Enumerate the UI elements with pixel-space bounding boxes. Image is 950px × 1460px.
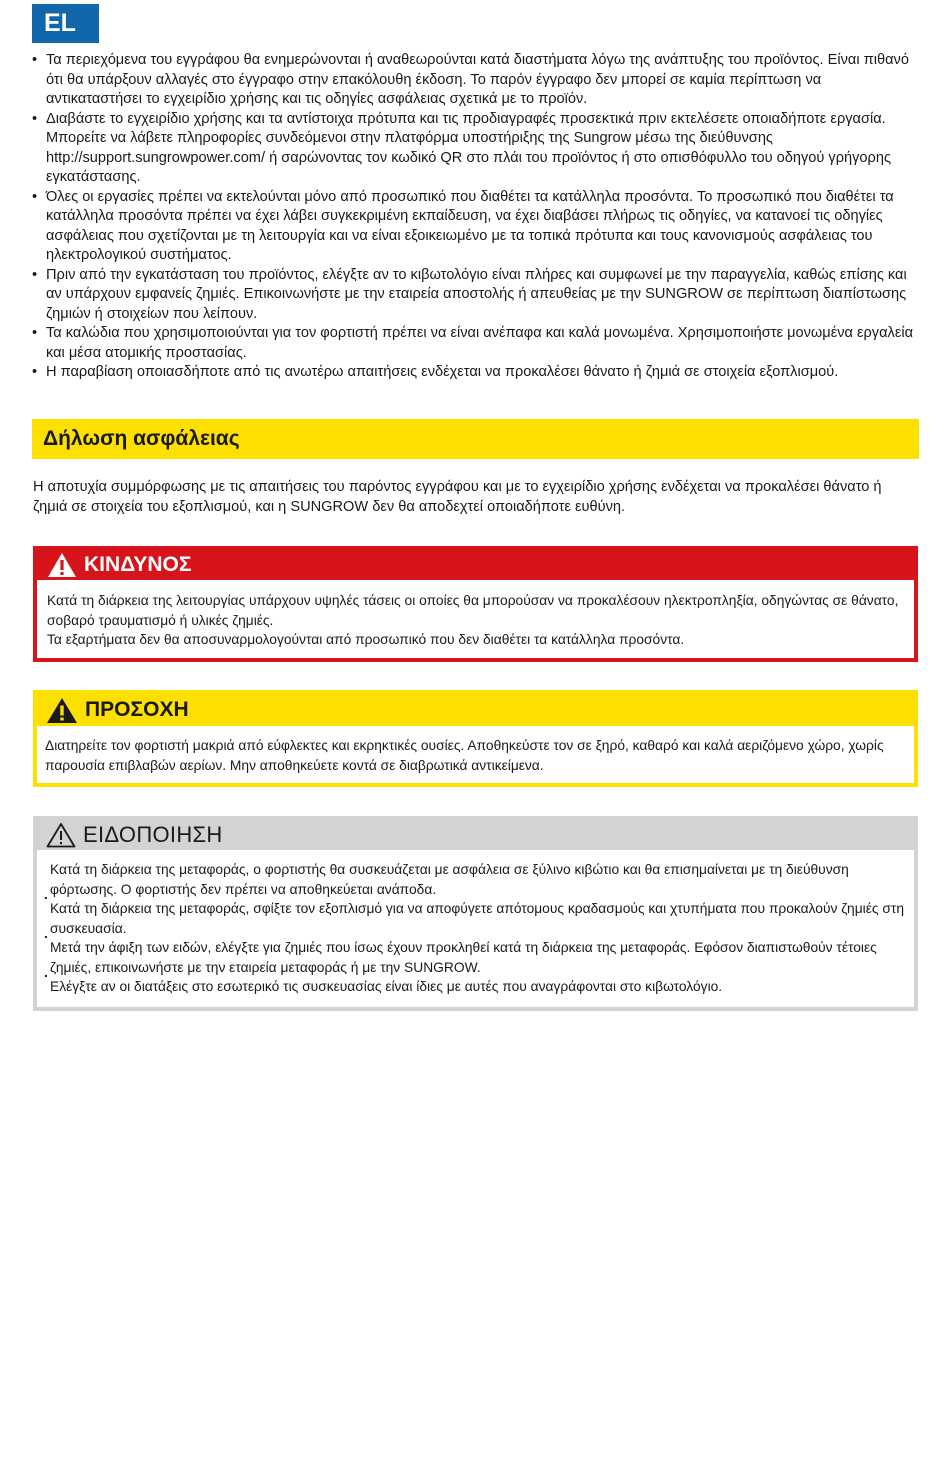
notice-header: [37, 820, 914, 850]
notice-text-line: . Μετά την άφιξη των ειδών, ελέγξτε για ζημιές που ίσως έχουν προκληθεί κατά τη διάρκεια της μεταφοράς. Εφόσον διαπιστωθούν τέτοιες ζημιές, επικοινωνήστε με την εταιρεία μεταφοράς ή με την SUNGROW.: [50, 938, 906, 977]
intro-bullet-list: [32, 51, 917, 383]
warning-triangle-icon: [46, 697, 78, 724]
notice-text-line: . Κατά τη διάρκεια της μεταφοράς, σφίξτε τον εξοπλισμό για να αποφύγετε απότομους κραδασμούς και χτυπήματα που προκαλούν ζημιές στη συσκευασία.: [50, 899, 906, 938]
danger-body: [37, 580, 914, 658]
danger-text-line: Κατά τη διάρκεια της λειτουργίας υπάρχουν υψηλές τάσεις οι οποίες θα μπορούσαν να προκαλέσουν ηλεκτροπληξία, οδηγώντας σε θάνατο, σοβαρό τραυματισμό ή υλικές ζημιές.: [47, 593, 899, 628]
caution-title: ΠΡΟΣΟΧΗ: [85, 698, 189, 721]
safety-statement-text: Η αποτυχία συμμόρφωσης με τις απαιτήσεις του παρόντος εγγράφου και με το εγχειρίδιο χρήσης ενδέχεται να προκαλέσει θάνατο ή ζημιά σε στοιχεία του εξοπλισμού, και η SUNGROW δεν θα αποδεχτεί οποιαδήποτε ευθύνη.: [33, 479, 882, 515]
language-badge: EL: [32, 4, 99, 43]
danger-title: ΚΙΝΔΥΝΟΣ: [84, 553, 192, 576]
notice-box: [33, 816, 918, 1011]
bullet-item: • Διαβάστε το εγχειρίδιο χρήσης και τα αντίστοιχα πρότυπα και τις προδιαγραφές προσεκτικά πριν εκτελέσετε οποιαδήποτε εργασία. Μπορείτε να λάβετε πληροφορίες συνδεόμενοι στην πλατφόρμα υποστήριξης της Sungrow μέσω της διεύθυνσης http://support.sungrowpower.com/ ή σαρώνοντας τον κωδικό QR στο πλάι του προϊόντος ή στο οπισθόφυλλο του οδηγού γρήγορης εγκατάστασης.: [32, 110, 917, 188]
danger-header: [37, 550, 914, 580]
bullet-item: • Η παραβίαση οποιασδήποτε από τις ανωτέρω απαιτήσεις ενδέχεται να προκαλέσει θάνατο ή ζημιά σε στοιχεία εξοπλισμού.: [32, 363, 917, 383]
notice-text-line: . Κατά τη διάρκεια της μεταφοράς, ο φορτιστής θα συσκευάζεται με ασφάλεια σε ξύλινο κιβώτιο και θα επισημαίνεται με τη διεύθυνση φόρτωσης. Ο φορτιστής δεν πρέπει να αποθηκεύεται ανάποδα.: [50, 860, 906, 899]
bullet-item: • Τα καλώδια που χρησιμοποιούνται για τον φορτιστή πρέπει να είναι ανέπαφα και καλά μονωμένα. Χρησιμοποιήστε μονωμένα εργαλεία και μέσα ατομικής προστασίας.: [32, 324, 917, 363]
warning-outline-icon: [46, 822, 76, 848]
bullet-item: • Όλες οι εργασίες πρέπει να εκτελούνται μόνο από προσωπικό που διαθέτει τα κατάλληλα προσόντα. Το προσωπικό που διαθέτει τα κατάλληλα προσόντα πρέπει να έχει λάβει συγκεκριμένη εκπαίδευση, να έχει διαβάσει πλήρως τις οδηγίες, να κατανοεί τις οδηγίες ασφάλειας που σχετίζονται με τη λειτουργία και να είναι εξοικειωμένο με τα τοπικά πρότυπα και τους κανονισμούς ασφάλειας του ηλεκτρολογικού συστήματος.: [32, 188, 917, 266]
danger-box: [33, 546, 918, 662]
notice-text-line: Ελέγξτε αν οι διατάξεις στο εσωτερικό τις συσκευασίας είναι ίδιες με αυτές που αναγράφονται στο κιβωτολόγιο.: [50, 979, 723, 994]
notice-title: ΕΙΔΟΠΟΙΗΣΗ: [83, 822, 223, 847]
warning-triangle-icon: [47, 552, 77, 578]
danger-text-line: Τα εξαρτήματα δεν θα αποσυναρμολογούνται από προσωπικό που δεν διαθέτει τα κατάλληλα προσόντα.: [47, 632, 685, 647]
caution-box: [33, 690, 918, 787]
caution-body: Διατηρείτε τον φορτιστή μακριά από εύφλεκτες και εκρηκτικές ουσίες. Αποθηκεύστε τον σε ξηρό, καθαρό και καλά αεριζόμενο χώρο, χωρίς παρουσία επιβλαβών αερίων. Μην αποθηκεύετε κοντά σε διαβρωτικά αντικείμενα.: [37, 726, 914, 783]
caution-header: [37, 694, 914, 726]
safety-section-heading: Δήλωση ασφάλειας: [32, 419, 919, 459]
bullet-item: • Πριν από την εγκατάσταση του προϊόντος, ελέγξτε αν το κιβωτολόγιο είναι πλήρες και συμφωνεί με την παραγγελία, καθώς επίσης και αν υπάρχουν εμφανείς ζημιές. Επικοινωνήστε με την εταιρεία αποστολής ή απευθείας με την SUNGROW σε περίπτωση διαπίστωσης ζημιών ή στοιχείων που λείπουν.: [32, 266, 917, 325]
bullet-item: • Τα περιεχόμενα του εγγράφου θα ενημερώνονται ή αναθεωρούνται κατά διαστήματα λόγω της ανάπτυξης του προϊόντος. Είναι πιθανό ότι θα υπάρξουν αλλαγές στο έγγραφο στην επακόλουθη έκδοση. Το παρόν έγγραφο δεν μπορεί σε καμία περίπτωση να αντικαταστήσει το εγχειρίδιο χρήσης και τις οδηγίες ασφάλειας σχετικά με το προϊόν.: [32, 51, 917, 110]
notice-body: [37, 850, 914, 1007]
